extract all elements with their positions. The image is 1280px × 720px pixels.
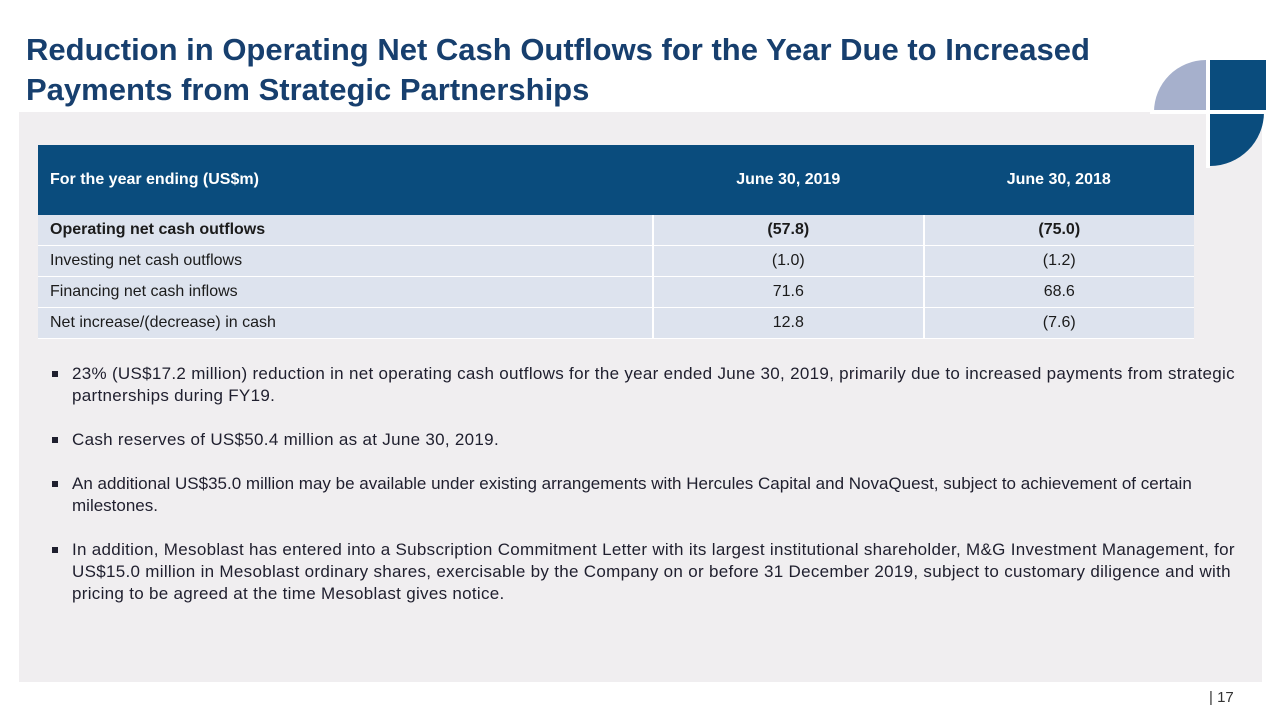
- row-value-2019: (1.0): [653, 246, 923, 277]
- bullet-text: In addition, Mesoblast has entered into a Subscription Commitment Letter with its largest institutional shareholder, M&G Investment Management, for US$15.0 million in Mesoblast ordinary shares, exercisable by the Company on or before 31 December 2019, subject to customary diligence and with pricing to be agreed at the time Mesoblast gives notice.: [72, 540, 1235, 603]
- bullet-text: An additional US$35.0 million may be available under existing arrangements with Hercules Capital and NovaQuest, subject to achievement of certain milestones.: [72, 474, 1192, 515]
- row-label: Investing net cash outflows: [38, 246, 653, 277]
- cash-flow-table: [38, 145, 1194, 339]
- bullet-text: 23% (US$17.2 million) reduction in net operating cash outflows for the year ended June 30, 2019, primarily due to increased payments from strategic partnerships during FY19.: [72, 364, 1235, 405]
- bullet-square-icon: [52, 481, 58, 487]
- page-number: | 17: [1209, 689, 1234, 706]
- row-value-2018: (1.2): [924, 246, 1194, 277]
- row-value-2019: 12.8: [653, 308, 923, 339]
- bullet-list: [50, 363, 1250, 627]
- row-label: Operating net cash outflows: [38, 215, 653, 246]
- slide-title: Reduction in Operating Net Cash Outflows for the Year Due to Increased Payments from Strategic Partnerships: [26, 32, 1090, 107]
- row-label: Net increase/(decrease) in cash: [38, 308, 653, 339]
- row-value-2019: 71.6: [653, 277, 923, 308]
- table-header-row: [38, 145, 1194, 215]
- table-row: [38, 277, 1194, 308]
- bullet-item: [50, 429, 1250, 451]
- row-value-2018: 68.6: [924, 277, 1194, 308]
- bullet-square-icon: [52, 437, 58, 443]
- bullet-item: [50, 473, 1250, 517]
- header-2018: [924, 145, 1194, 215]
- header-2019-text: June 30, 2019: [736, 171, 841, 188]
- bullet-text: Cash reserves of US$50.4 million as at June 30, 2019.: [72, 430, 499, 449]
- row-value-2018: (7.6): [924, 308, 1194, 339]
- table-row: [38, 215, 1194, 246]
- table-row: [38, 308, 1194, 339]
- table-row: [38, 246, 1194, 277]
- bullet-item: [50, 539, 1250, 605]
- header-label: For the year ending (US$m): [38, 145, 653, 215]
- header-2018-text: June 30, 2018: [1006, 171, 1111, 188]
- row-label: Financing net cash inflows: [38, 277, 653, 308]
- header-2019: [653, 145, 923, 215]
- bullet-square-icon: [52, 371, 58, 377]
- bullet-item: [50, 363, 1250, 407]
- row-value-2019: (57.8): [653, 215, 923, 246]
- row-value-2018: (75.0): [924, 215, 1194, 246]
- bullet-square-icon: [52, 547, 58, 553]
